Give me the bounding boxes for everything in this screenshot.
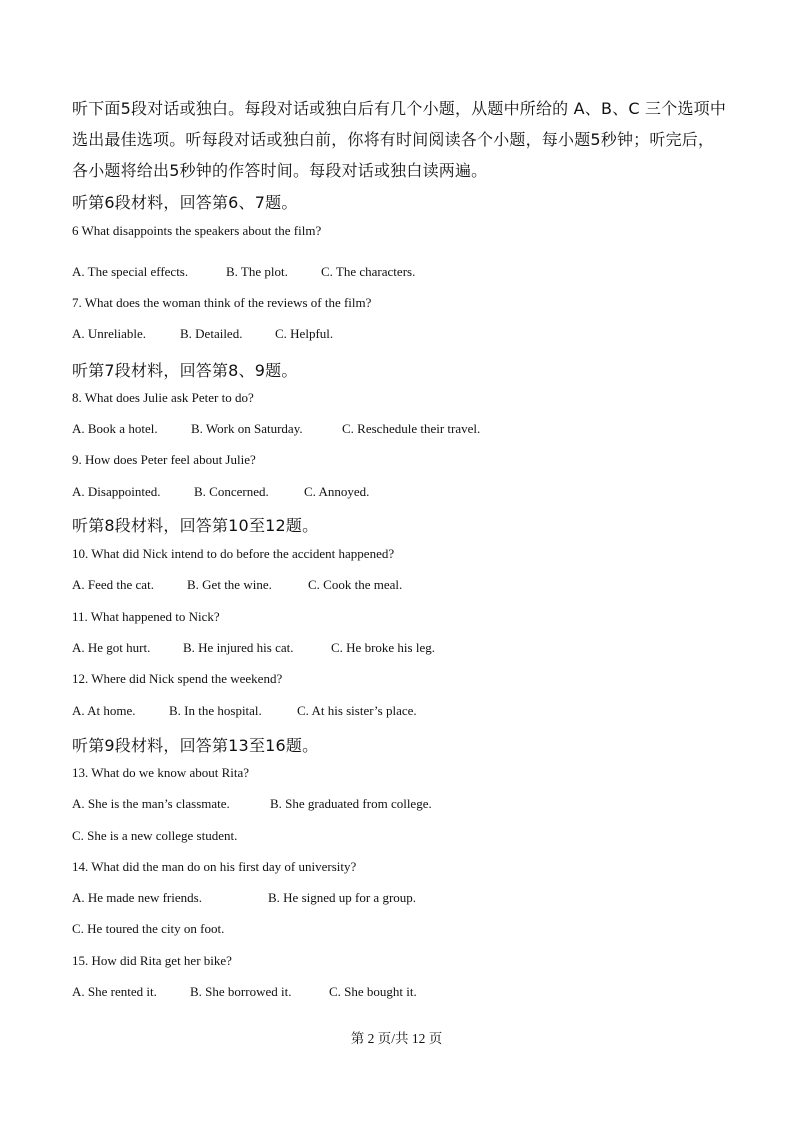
option-13a: A. She is the man’s classmate. (72, 796, 230, 811)
option-6b: B. The plot. (226, 264, 288, 279)
option-11c: C. He broke his leg. (331, 640, 435, 655)
page-footer: 第 2 页/共 12 页 (350, 1031, 443, 1046)
instructions-line-2: 选出最佳选项。听每段对话或独白前，你将有时间阅读各个小题，每小题5秒钟；听完后， (72, 130, 715, 149)
instructions-line-3: 各小题将给出5秒钟的作答时间。每段对话或独白读两遍。 (72, 161, 488, 180)
options-7 (72, 326, 333, 342)
option-13b: B. She graduated from college. (270, 796, 432, 811)
option-12b: B. In the hospital. (169, 703, 262, 718)
options-8 (72, 421, 480, 437)
option-6c: C. The characters. (321, 264, 416, 279)
section-heading-7: 听第7段材料，回答第8、9题。 (72, 361, 298, 380)
option-12a: A. At home. (72, 703, 136, 718)
question-6: 6 What disappoints the speakers about the film? (72, 223, 322, 238)
question-7: 7. What does the woman think of the reviews of the film? (72, 295, 372, 310)
option-9c: C. Annoyed. (304, 484, 370, 499)
option-9a: A. Disappointed. (72, 484, 161, 499)
option-10a: A. Feed the cat. (72, 577, 154, 592)
question-8: 8. What does Julie ask Peter to do? (72, 390, 254, 405)
option-11b: B. He injured his cat. (183, 640, 294, 655)
option-10c: C. Cook the meal. (308, 577, 403, 592)
instructions-line-1: 听下面5段对话或独白。每段对话或独白后有几个小题，从题中所给的 A、B、C 三个选项中 (72, 99, 727, 118)
options-13 (72, 796, 432, 812)
option-9b: B. Concerned. (194, 484, 269, 499)
option-15a: A. She rented it. (72, 984, 157, 999)
option-7a: A. Unreliable. (72, 326, 147, 341)
options-9 (72, 484, 369, 500)
option-11a: A. He got hurt. (72, 640, 151, 655)
options-15 (72, 984, 417, 1000)
option-8c: C. Reschedule their travel. (342, 421, 481, 436)
option-8b: B. Work on Saturday. (191, 421, 303, 436)
question-15: 15. How did Rita get her bike? (72, 953, 232, 968)
options-6 (72, 264, 415, 280)
option-10b: B. Get the wine. (187, 577, 272, 592)
options-10 (72, 577, 402, 593)
option-6a: A. The special effects. (72, 264, 189, 279)
options-12 (72, 703, 417, 719)
option-14c: C. He toured the city on foot. (72, 921, 225, 936)
option-8a: A. Book a hotel. (72, 421, 158, 436)
option-14b: B. He signed up for a group. (268, 890, 417, 905)
option-14a: A. He made new friends. (72, 890, 202, 905)
question-10: 10. What did Nick intend to do before the accident happened? (72, 546, 395, 561)
option-7c: C. Helpful. (275, 326, 334, 341)
question-13: 13. What do we know about Rita? (72, 765, 250, 780)
section-heading-8: 听第8段材料，回答第10至12题。 (72, 516, 319, 535)
question-14: 14. What did the man do on his first day of university? (72, 859, 357, 874)
options-14 (72, 890, 416, 906)
option-15b: B. She borrowed it. (190, 984, 292, 999)
option-12c: C. At his sister’s place. (297, 703, 417, 718)
section-heading-9: 听第9段材料，回答第13至16题。 (72, 736, 319, 755)
section-heading-6: 听第6段材料，回答第6、7题。 (72, 193, 298, 212)
options-11 (72, 640, 435, 656)
question-9: 9. How does Peter feel about Julie? (72, 452, 256, 467)
option-13c: C. She is a new college student. (72, 828, 238, 843)
option-15c: C. She bought it. (329, 984, 417, 999)
option-7b: B. Detailed. (180, 326, 243, 341)
question-12: 12. Where did Nick spend the weekend? (72, 671, 283, 686)
question-11: 11. What happened to Nick? (72, 609, 220, 624)
